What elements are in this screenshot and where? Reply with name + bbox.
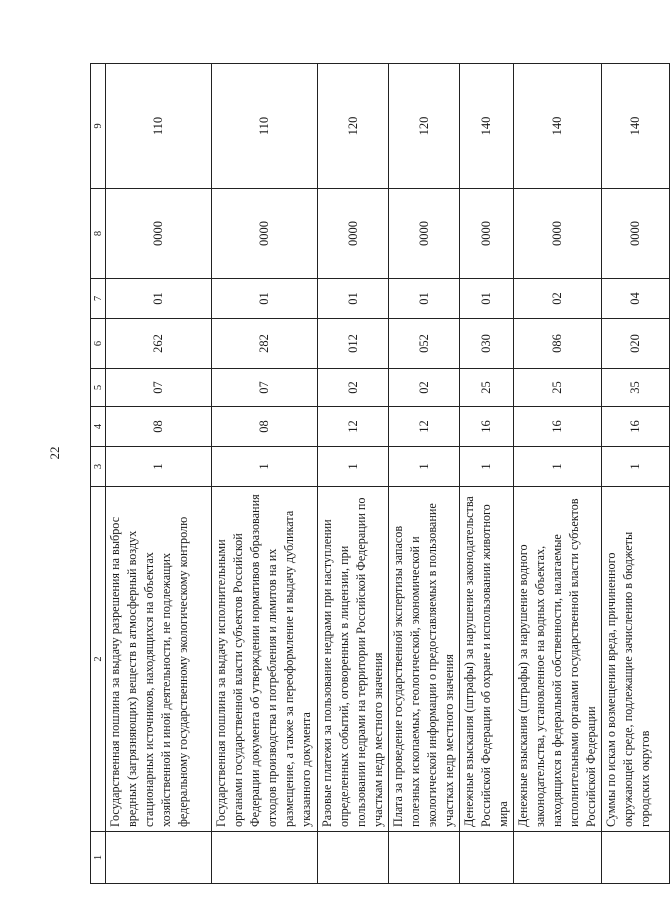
description-cell: Суммы по искам о возмещении вреда, причиненного окружающей среде, подлежащие зачислению в бюджеты городских округов: [602, 487, 670, 832]
code-cell: 262: [106, 319, 212, 369]
code-cell: 16: [514, 407, 602, 447]
code-cell: 07: [212, 369, 318, 407]
code-cell: 1: [106, 447, 212, 487]
header-cell: 8: [91, 189, 106, 279]
code-cell: 1: [514, 447, 602, 487]
description-cell: Государственная пошлина за выдачу разрешения на выброс вредных (загрязняющих) веществ в атмосферный воздух стационарных источников, находящихся на объектах хозяйственной и иной деятельности, не подлежащих федеральному государственному экологическому контролю: [106, 487, 212, 832]
code-cell: 07: [106, 369, 212, 407]
code-cell: [106, 832, 212, 884]
header-cell: 6: [91, 319, 106, 369]
code-cell: 01: [460, 279, 514, 319]
code-cell: 012: [318, 319, 389, 369]
code-cell: [318, 832, 389, 884]
code-cell: 282: [212, 319, 318, 369]
code-cell: 01: [212, 279, 318, 319]
code-cell: 1: [602, 447, 670, 487]
code-cell: 0000: [106, 189, 212, 279]
code-cell: [389, 832, 460, 884]
budget-codes-table: [90, 63, 670, 884]
header-cell: 7: [91, 279, 106, 319]
table-row: [318, 64, 389, 884]
code-cell: 25: [460, 369, 514, 407]
header-cell: 5: [91, 369, 106, 407]
code-cell: 020: [602, 319, 670, 369]
table-row: [514, 64, 602, 884]
code-cell: 01: [389, 279, 460, 319]
code-cell: 140: [514, 64, 602, 189]
table-row: [389, 64, 460, 884]
code-cell: 0000: [460, 189, 514, 279]
code-cell: 110: [212, 64, 318, 189]
code-cell: 25: [514, 369, 602, 407]
description-cell: Разовые платежи за пользование недрами при наступлении определенных событий, оговоренных в лицензии, при пользовании недрами на территории Российской Федерации по участкам недр местного значения: [318, 487, 389, 832]
code-cell: 0000: [318, 189, 389, 279]
code-cell: 35: [602, 369, 670, 407]
description-cell: Денежные взыскания (штрафы) за нарушение водного законодательства, установленное на водных объектах, находящихся в федеральной собственности, налагаемые исполнительными органами государственной власти субъектов Российской Федерации: [514, 487, 602, 832]
code-cell: 12: [318, 407, 389, 447]
code-cell: 0000: [514, 189, 602, 279]
description-cell: Плата за проведение государственной экспертизы запасов полезных ископаемых, геологической, экономической и экологической информации о предоставляемых в пользование участках недр местного значения: [389, 487, 460, 832]
header-cell: 9: [91, 64, 106, 189]
code-cell: 16: [460, 407, 514, 447]
code-cell: 02: [389, 369, 460, 407]
code-cell: 04: [602, 279, 670, 319]
code-cell: 052: [389, 319, 460, 369]
rotated-table-container: [90, 64, 650, 884]
code-cell: 0000: [602, 189, 670, 279]
code-cell: 140: [602, 64, 670, 189]
code-cell: 01: [318, 279, 389, 319]
header-cell: 1: [91, 832, 106, 884]
code-cell: [212, 832, 318, 884]
code-cell: 086: [514, 319, 602, 369]
code-cell: 1: [318, 447, 389, 487]
code-cell: 08: [212, 407, 318, 447]
code-cell: 030: [460, 319, 514, 369]
table-row: [460, 64, 514, 884]
code-cell: 08: [106, 407, 212, 447]
header-cell: 3: [91, 447, 106, 487]
code-cell: 01: [106, 279, 212, 319]
code-cell: 0000: [212, 189, 318, 279]
code-cell: 02: [514, 279, 602, 319]
code-cell: 1: [212, 447, 318, 487]
table-row: [212, 64, 318, 884]
code-cell: 12: [389, 407, 460, 447]
code-cell: 140: [460, 64, 514, 189]
code-cell: 16: [602, 407, 670, 447]
header-cell: 4: [91, 407, 106, 447]
code-cell: 1: [460, 447, 514, 487]
description-cell: Государственная пошлина за выдачу исполнительными органами государственной власти субъектов Российской Федерации документа об утверждении нормативов образования отходов производства и потребления и лимитов на их размещение, а также за переоформление и выдачу дубликата указанного документа: [212, 487, 318, 832]
code-cell: 120: [389, 64, 460, 189]
code-cell: 1: [389, 447, 460, 487]
header-cell: 2: [91, 487, 106, 832]
description-cell: Денежные взыскания (штрафы) за нарушение законодательства Российской Федерации об охране и использовании животного мира: [460, 487, 514, 832]
table-row: [106, 64, 212, 884]
code-cell: [514, 832, 602, 884]
code-cell: 120: [318, 64, 389, 189]
code-cell: 110: [106, 64, 212, 189]
code-cell: 02: [318, 369, 389, 407]
code-cell: [460, 832, 514, 884]
header-row: [91, 64, 106, 884]
table-row: [602, 64, 670, 884]
code-cell: 0000: [389, 189, 460, 279]
code-cell: [602, 832, 670, 884]
page-number: 22: [47, 446, 62, 460]
